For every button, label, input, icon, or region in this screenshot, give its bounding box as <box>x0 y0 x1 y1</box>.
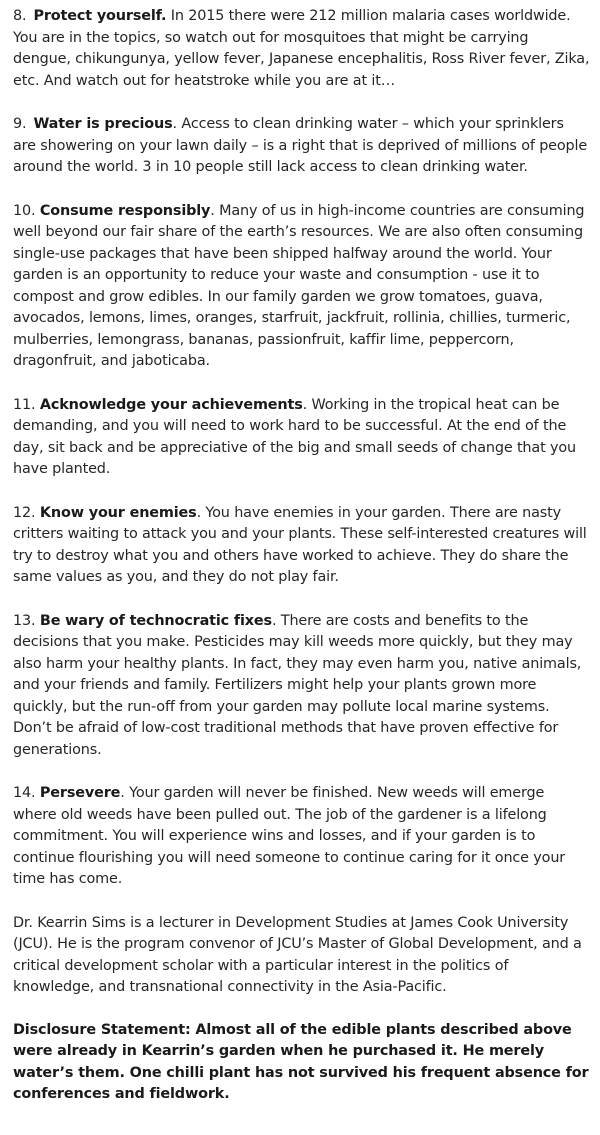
tip-number: 9. <box>13 116 27 132</box>
author-bio: Dr. Kearrin Sims is a lecturer in Development Studies at James Cook University (JCU). He is the program convenor of JCU’s Master of Global Development, and a critical development scholar with a particular interest in the politics of knowledge, and transnational connectivity in the Asia-Pacific. <box>13 914 582 995</box>
tip-text: . Many of us in high-income countries are consuming well beyond our fair share of the earth’s resources. We are also often consuming single-use packages that have been shipped halfway around the world. Your garden is an opportunity to reduce your waste and consumption - use it to compost and grow edibles. In our family garden we grow tomatoes, guava, avocados, lemons, limes, oranges, starfruit, jackfruit, rollinia, chillies, turmeric, mulberries, lemongrass, bananas, passionfruit, kaffir lime, peppercorn, dragonfruit, and jaboticaba. <box>13 202 585 369</box>
tip-number: 10. <box>13 202 36 219</box>
tip-8 <box>13 6 590 92</box>
tip-13 <box>13 611 590 762</box>
tip-number: 12. <box>13 504 36 521</box>
tip-10 <box>13 201 590 373</box>
tip-number: 8. <box>13 8 27 24</box>
tip-12 <box>13 503 590 589</box>
tip-heading: Consume responsibly <box>39 202 211 219</box>
tip-text: . Your garden will never be finished. New weeds will emerge where old weeds have been pulled out. The job of the gardener is a lifelong commitment. You will experience wins and losses, and if your garden is to continue flourishing you will need someone to continue caring for it once your time has come. <box>13 785 566 887</box>
tip-text: In 2015 there were 212 million malaria cases worldwide. You are in the topics, so watch out for mosquitoes that might be carrying dengue, chikungunya, yellow fever, Japanese encephalitis, Ross River fever, Zika, etc. And watch out for heatstroke while you are at it… <box>13 8 590 89</box>
tip-heading: Acknowledge your achievements <box>39 396 303 413</box>
tip-heading: Water is precious <box>33 116 173 132</box>
tip-14 <box>13 783 590 891</box>
tip-text: . There are costs and benefits to the decisions that you make. Pesticides may kill weeds more quickly, but they may also harm your healthy plants. In fact, they may even harm you, native animals, and your friends and family. Fertilizers might help your plants grown more quickly, but the run-off from your garden may pollute local marine systems. Don’t be afraid of low-cost traditional methods that have proven effective for generations. <box>13 612 582 758</box>
tip-text: . Access to clean drinking water – which your sprinklers are showering on your lawn daily – is a right that is deprived of millions of people around the world. 3 in 10 people still lack access to clean drinking water. <box>13 116 588 175</box>
tip-heading: Protect yourself. <box>33 8 167 24</box>
tip-11 <box>13 395 590 481</box>
tip-text: . Working in the tropical heat can be demanding, and you will need to work hard to be successful. At the end of the day, sit back and be appreciative of the big and small seeds of change that you have planted. <box>13 396 576 477</box>
disclosure-statement: Disclosure Statement: Almost all of the edible plants described above were already in Kearrin’s garden when he purchased it. He merely water’s them. One chilli plant has not survived his frequent absence for conferences and fieldwork. <box>13 1021 589 1102</box>
tip-number: 14. <box>13 785 36 801</box>
tip-heading: Be wary of technocratic fixes <box>39 612 272 629</box>
tip-text: . You have enemies in your garden. There are nasty critters waiting to attack you and your plants. These self-interested creatures will try to destroy what you and others have worked to achieve. They do share the same values as you, and they do not play fair. <box>13 504 587 585</box>
tip-number: 11. <box>13 396 36 413</box>
tip-9 <box>13 114 590 179</box>
tip-heading: Persevere <box>39 785 121 801</box>
tip-heading: Know your enemies <box>39 504 197 521</box>
tip-number: 13. <box>13 612 36 629</box>
